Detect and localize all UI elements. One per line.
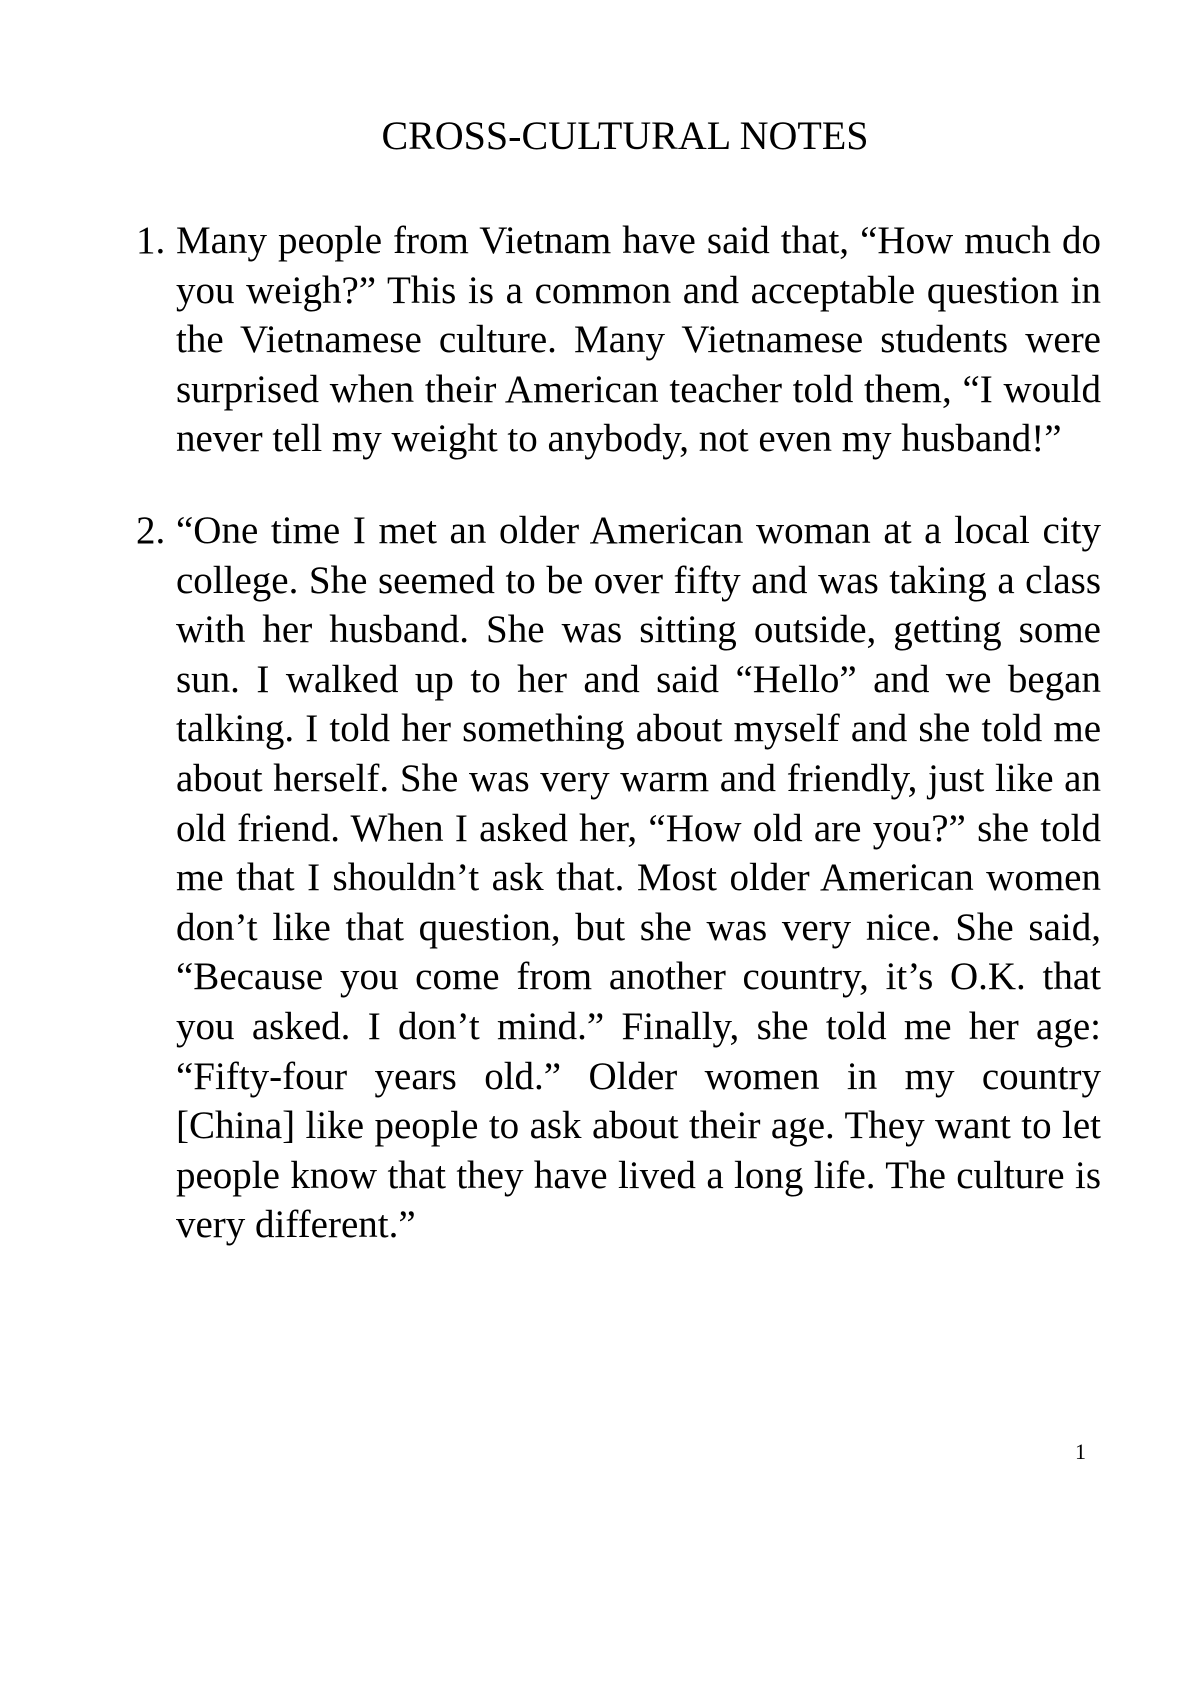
note-item [136, 506, 1101, 1250]
page-number: 1 [1075, 1439, 1086, 1464]
note-number: 2. [136, 508, 166, 552]
note-text: Many people from Vietnam have said that, “How much do you weigh?” This is a common and acceptable question in the Vietnamese culture. Many Vietnamese students were surprised when their American teacher told them, “I would never tell my weight to anybody, not even my husband!” [176, 219, 1101, 461]
note-item [136, 216, 1101, 464]
note-text: “One time I met an older American woman at a local city college. She seemed to be over fifty and was taking a class with her husband. She was sitting outside, getting some sun. I walked up to her and said “Hello” and we began talking. I told her something about myself and she told me about herself. She was very warm and friendly, just like an old friend. When I asked her, “How old are you?” she told me that I shouldn’t ask that. Most older American women don’t like that question, but she was very nice. She said, “Because you come from another country, it’s O.K. that you asked. I don’t mind.” Finally, she told me her age: “Fifty-four years old.” Older women in my country [China] like people to ask about their age. They want to let people know that they have lived a long life. The culture is very different.” [176, 508, 1101, 1247]
note-number: 1. [136, 219, 166, 262]
notes-list [136, 216, 1101, 1250]
page-title: CROSS-CULTURAL NOTES [381, 113, 869, 158]
